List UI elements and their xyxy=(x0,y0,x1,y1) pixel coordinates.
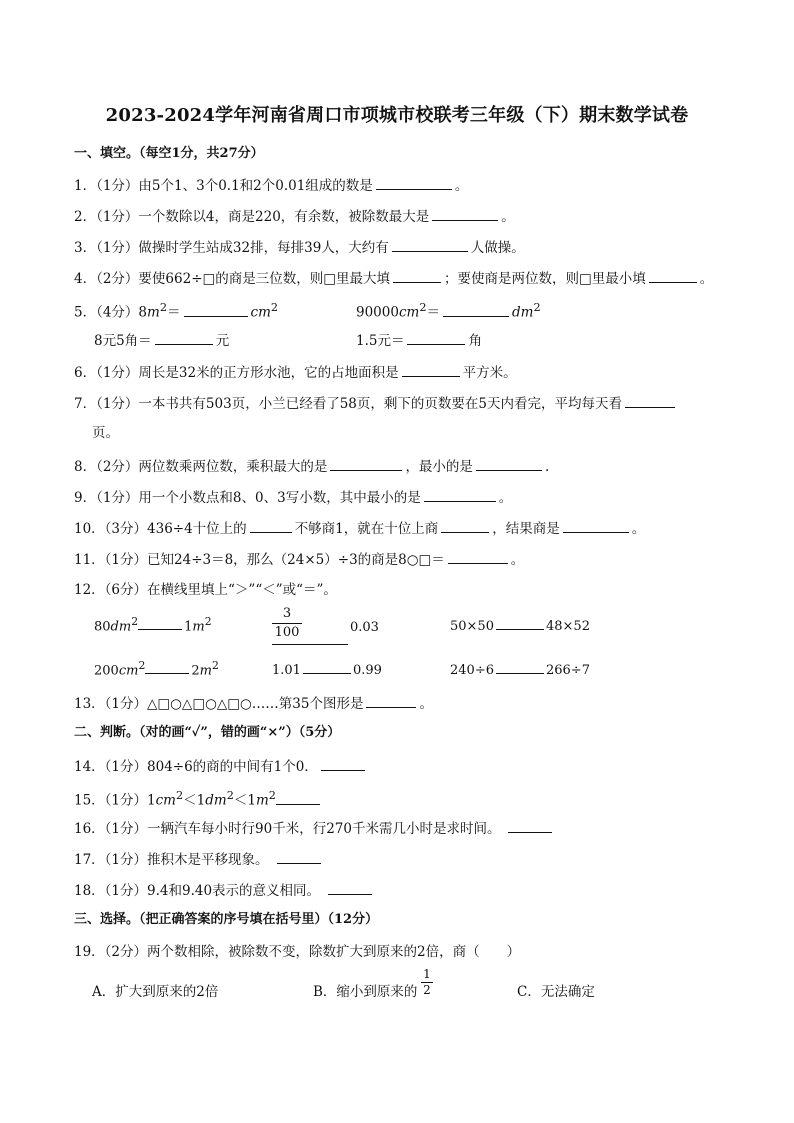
question-10 xyxy=(74,518,645,538)
q6-answer-blank[interactable] xyxy=(402,362,460,377)
question-7 xyxy=(74,393,678,413)
q6-end: 平方米。 xyxy=(462,365,517,381)
q5c-text: 8元5角＝ xyxy=(94,333,152,349)
q12-1-sup-2: 2 xyxy=(204,615,212,628)
question-4 xyxy=(74,268,713,288)
q14-text: 14．（1分）804÷6的商的中间有1个0． xyxy=(74,759,318,775)
question-13 xyxy=(74,693,433,713)
question-14 xyxy=(74,756,368,776)
q15-answer-blank[interactable] xyxy=(276,790,320,805)
q10-answer-blank-1[interactable] xyxy=(250,518,292,533)
question-5-row-2 xyxy=(94,330,229,350)
q2-text: 2．（1分）一个数除以4，商是220，有余数，被除数最大是 xyxy=(74,209,430,225)
q12-1-left: 80 xyxy=(94,619,111,635)
q15-unit-m: m xyxy=(255,792,269,809)
q5-sup-2: 2 xyxy=(270,301,279,314)
q12-3-right: 48×52 xyxy=(545,619,590,634)
q14-answer-blank[interactable] xyxy=(321,756,365,771)
q12-1-unit-dm: dm xyxy=(110,619,132,635)
q5b-eq: ＝ xyxy=(426,304,440,321)
q5-unit-m: m xyxy=(147,304,160,321)
q5-answer-blank-1[interactable] xyxy=(184,302,248,317)
question-1 xyxy=(74,175,468,195)
question-15 xyxy=(74,787,323,810)
q12-item-6 xyxy=(450,659,590,678)
q15-text: 15．（1分）1 xyxy=(74,792,156,809)
q10-answer-blank-3[interactable] xyxy=(563,518,629,533)
q9-answer-blank[interactable] xyxy=(424,487,496,502)
q12-4-unit-m: m xyxy=(199,663,212,679)
fraction-denominator: 2 xyxy=(423,983,431,997)
q10-text-b: 不够商1，就在十位上商 xyxy=(294,521,439,537)
q12-4-blank[interactable] xyxy=(145,659,189,674)
q13-end: 。 xyxy=(419,696,433,712)
q15-sup-1: 2 xyxy=(175,789,184,802)
q19-option-a[interactable]: A．扩大到原来的2倍 xyxy=(92,984,219,1000)
q15-sup-3: 2 xyxy=(268,789,276,802)
q13-answer-blank[interactable] xyxy=(366,693,416,708)
q9-text: 9．（1分）用一个小数点和8、0、3写小数，其中最小的是 xyxy=(74,490,421,506)
q19-option-b[interactable] xyxy=(313,980,417,1000)
q5b-unit-cm: cm xyxy=(398,304,420,321)
q5b-sup-2: 2 xyxy=(533,301,541,314)
q4-text-a: 4．（2分）要使662÷□的商是三位数，则□里最大填 xyxy=(74,271,391,287)
fraction-denominator: 100 xyxy=(274,625,300,640)
q10-end: 。 xyxy=(631,521,646,537)
q7-answer-blank[interactable] xyxy=(625,393,675,408)
q19-option-c[interactable]: C．无法确定 xyxy=(517,984,595,1000)
q15-lt-2: ＜1 xyxy=(233,792,256,809)
q5d-text: 1.5元＝ xyxy=(356,333,405,349)
q13-text: 13．（1分）△□○△□○△□○……第35个图形是 xyxy=(74,696,364,712)
q5-sup: 2 xyxy=(159,301,168,314)
page-title: 2023-2024学年河南省周口市项城市校联考三年级（下）期末数学试卷 xyxy=(105,105,689,126)
q12-2-blank[interactable] xyxy=(272,644,348,645)
q12-4-left: 200 xyxy=(94,663,119,679)
q12-item-1 xyxy=(94,615,212,634)
question-5-row-1 xyxy=(74,299,278,322)
q2-end: 。 xyxy=(501,209,515,225)
question-2 xyxy=(74,206,515,226)
q19-option-b-text: B．缩小到原来的 xyxy=(313,984,418,1000)
question-3 xyxy=(74,237,525,257)
question-18 xyxy=(74,880,375,900)
q12-1-right: 1 xyxy=(184,619,193,635)
q8-text-b: ，最小的是 xyxy=(405,459,473,475)
q12-item-4 xyxy=(94,659,219,678)
q4-answer-blank-1[interactable] xyxy=(393,268,441,283)
question-12: 12．（6分）在横线里填上“＞”“＜”或“＝”。 xyxy=(74,582,337,598)
fraction-numerator: 3 xyxy=(282,606,292,621)
q5-text: 5．（4分）8 xyxy=(74,304,148,321)
q12-1-sup: 2 xyxy=(131,615,139,628)
q17-text: 17．（1分）推积木是平移现象。 xyxy=(74,852,269,868)
q3-end: 人做操。 xyxy=(470,240,525,256)
q8-answer-blank-2[interactable] xyxy=(476,456,542,471)
question-11 xyxy=(74,549,524,569)
q10-text-a: 10．（3分）436÷4十位上的 xyxy=(74,521,247,537)
q5-eq: ＝ xyxy=(167,304,181,321)
q10-answer-blank-2[interactable] xyxy=(441,518,489,533)
q5-unit-cm: cm xyxy=(250,304,271,321)
q5d-unit: 角 xyxy=(468,333,482,349)
q3-text: 3．（1分）做操时学生站成32排，每排39人，大约有 xyxy=(74,240,389,256)
q12-item-3 xyxy=(450,615,590,634)
q3-answer-blank[interactable] xyxy=(392,237,468,252)
q9-end: 。 xyxy=(498,490,513,506)
q12-3-left: 50×50 xyxy=(450,619,494,634)
fraction-numerator: 1 xyxy=(423,967,431,981)
q5b-text: 90000 xyxy=(356,304,399,321)
q12-6-right: 266÷7 xyxy=(545,663,590,678)
q11-answer-blank[interactable] xyxy=(448,549,508,564)
q12-6-left: 240÷6 xyxy=(450,663,494,678)
q11-end: 。 xyxy=(510,552,525,568)
question-9 xyxy=(74,487,512,507)
question-17 xyxy=(74,849,324,869)
q8-answer-blank-1[interactable] xyxy=(330,456,402,471)
question-5-row-2-b xyxy=(356,330,482,350)
q5-answer-blank-3[interactable] xyxy=(155,330,213,345)
q5b-sup: 2 xyxy=(419,301,427,314)
question-16 xyxy=(74,818,555,838)
q18-text: 18．（1分）9.4和9.40表示的意义相同。 xyxy=(74,883,321,899)
q12-5-right: 0.99 xyxy=(352,663,382,678)
q12-1-blank[interactable] xyxy=(138,615,182,630)
question-8 xyxy=(74,456,549,476)
q15-sup-2: 2 xyxy=(226,789,234,802)
question-5-row-1-b xyxy=(356,299,541,322)
q5-answer-blank-4[interactable] xyxy=(407,330,465,345)
q12-6-blank[interactable] xyxy=(496,659,544,674)
q12-1-unit-m: m xyxy=(192,619,205,635)
q12-5-left: 1.01 xyxy=(272,663,301,678)
q12-3-blank[interactable] xyxy=(496,615,544,630)
q11-text: 11．（1分）已知24÷3＝8，那么（24×5）÷3的商是8○□＝ xyxy=(74,552,445,568)
question-6 xyxy=(74,362,517,382)
q17-answer-blank[interactable] xyxy=(277,849,321,864)
q12-2-right: 0.03 xyxy=(350,620,379,635)
q15-unit-cm: cm xyxy=(155,792,176,809)
q15-unit-dm: dm xyxy=(205,792,227,809)
q12-5-blank[interactable] xyxy=(303,659,351,674)
question-19: 19．（2分）两个数相除，被除数不变，除数扩大到原来的2倍，商（ ） xyxy=(74,944,521,960)
q12-fraction xyxy=(272,606,302,641)
q4-text-b: ；要使商是两位数，则□里最小填 xyxy=(444,271,646,287)
section-true-false: 二、判断。（对的画“✓”，错的画“×”）（5分） xyxy=(74,725,341,740)
q1-text: 1．（1分）由5个1、3个0.1和2个0.01组成的数是 xyxy=(74,178,373,194)
q8-text-a: 8．（2分）两位数乘两位数，乘积最大的是 xyxy=(74,459,328,475)
q5c-unit: 元 xyxy=(215,333,230,349)
q2-answer-blank[interactable] xyxy=(432,206,498,221)
q18-answer-blank[interactable] xyxy=(328,880,372,895)
q1-answer-blank[interactable] xyxy=(376,175,452,190)
q16-answer-blank[interactable] xyxy=(508,818,552,833)
q6-text: 6．（1分）周长是32米的正方形水池，它的占地面积是 xyxy=(74,365,399,381)
q16-text: 16．（1分）一辆汽车每小时行90千米，行270千米需几小时是求时间。 xyxy=(74,821,501,837)
q4-end: 。 xyxy=(699,271,714,287)
q5b-unit-dm: dm xyxy=(512,304,534,321)
q15-lt-1: ＜1 xyxy=(183,792,206,809)
section-multiple-choice: 三、选择。（把正确答案的序号填在括号里）（12分） xyxy=(74,912,379,927)
q19-option-b-fraction xyxy=(421,968,433,997)
q7-text: 7．（1分）一本书共有503页，小兰已经看了58页，剩下的页数要在5天内看完，平均每天看 xyxy=(74,396,622,412)
q4-answer-blank-2[interactable] xyxy=(649,268,697,283)
q1-end: 。 xyxy=(454,178,469,194)
q5-answer-blank-2[interactable] xyxy=(443,302,509,317)
q8-end: . xyxy=(544,459,550,475)
fraction-bar xyxy=(272,623,302,624)
q12-item-5 xyxy=(272,659,382,678)
section-fill-in: 一、填空。（每空1分，共27分） xyxy=(74,146,264,161)
q10-text-c: ，结果商是 xyxy=(492,521,560,537)
q12-4-right: 2 xyxy=(191,663,200,679)
q12-4-sup-2: 2 xyxy=(211,659,219,672)
question-7-cont: 页。 xyxy=(92,425,119,441)
q12-4-sup: 2 xyxy=(138,659,146,672)
q12-4-unit-cm: cm xyxy=(118,663,139,679)
